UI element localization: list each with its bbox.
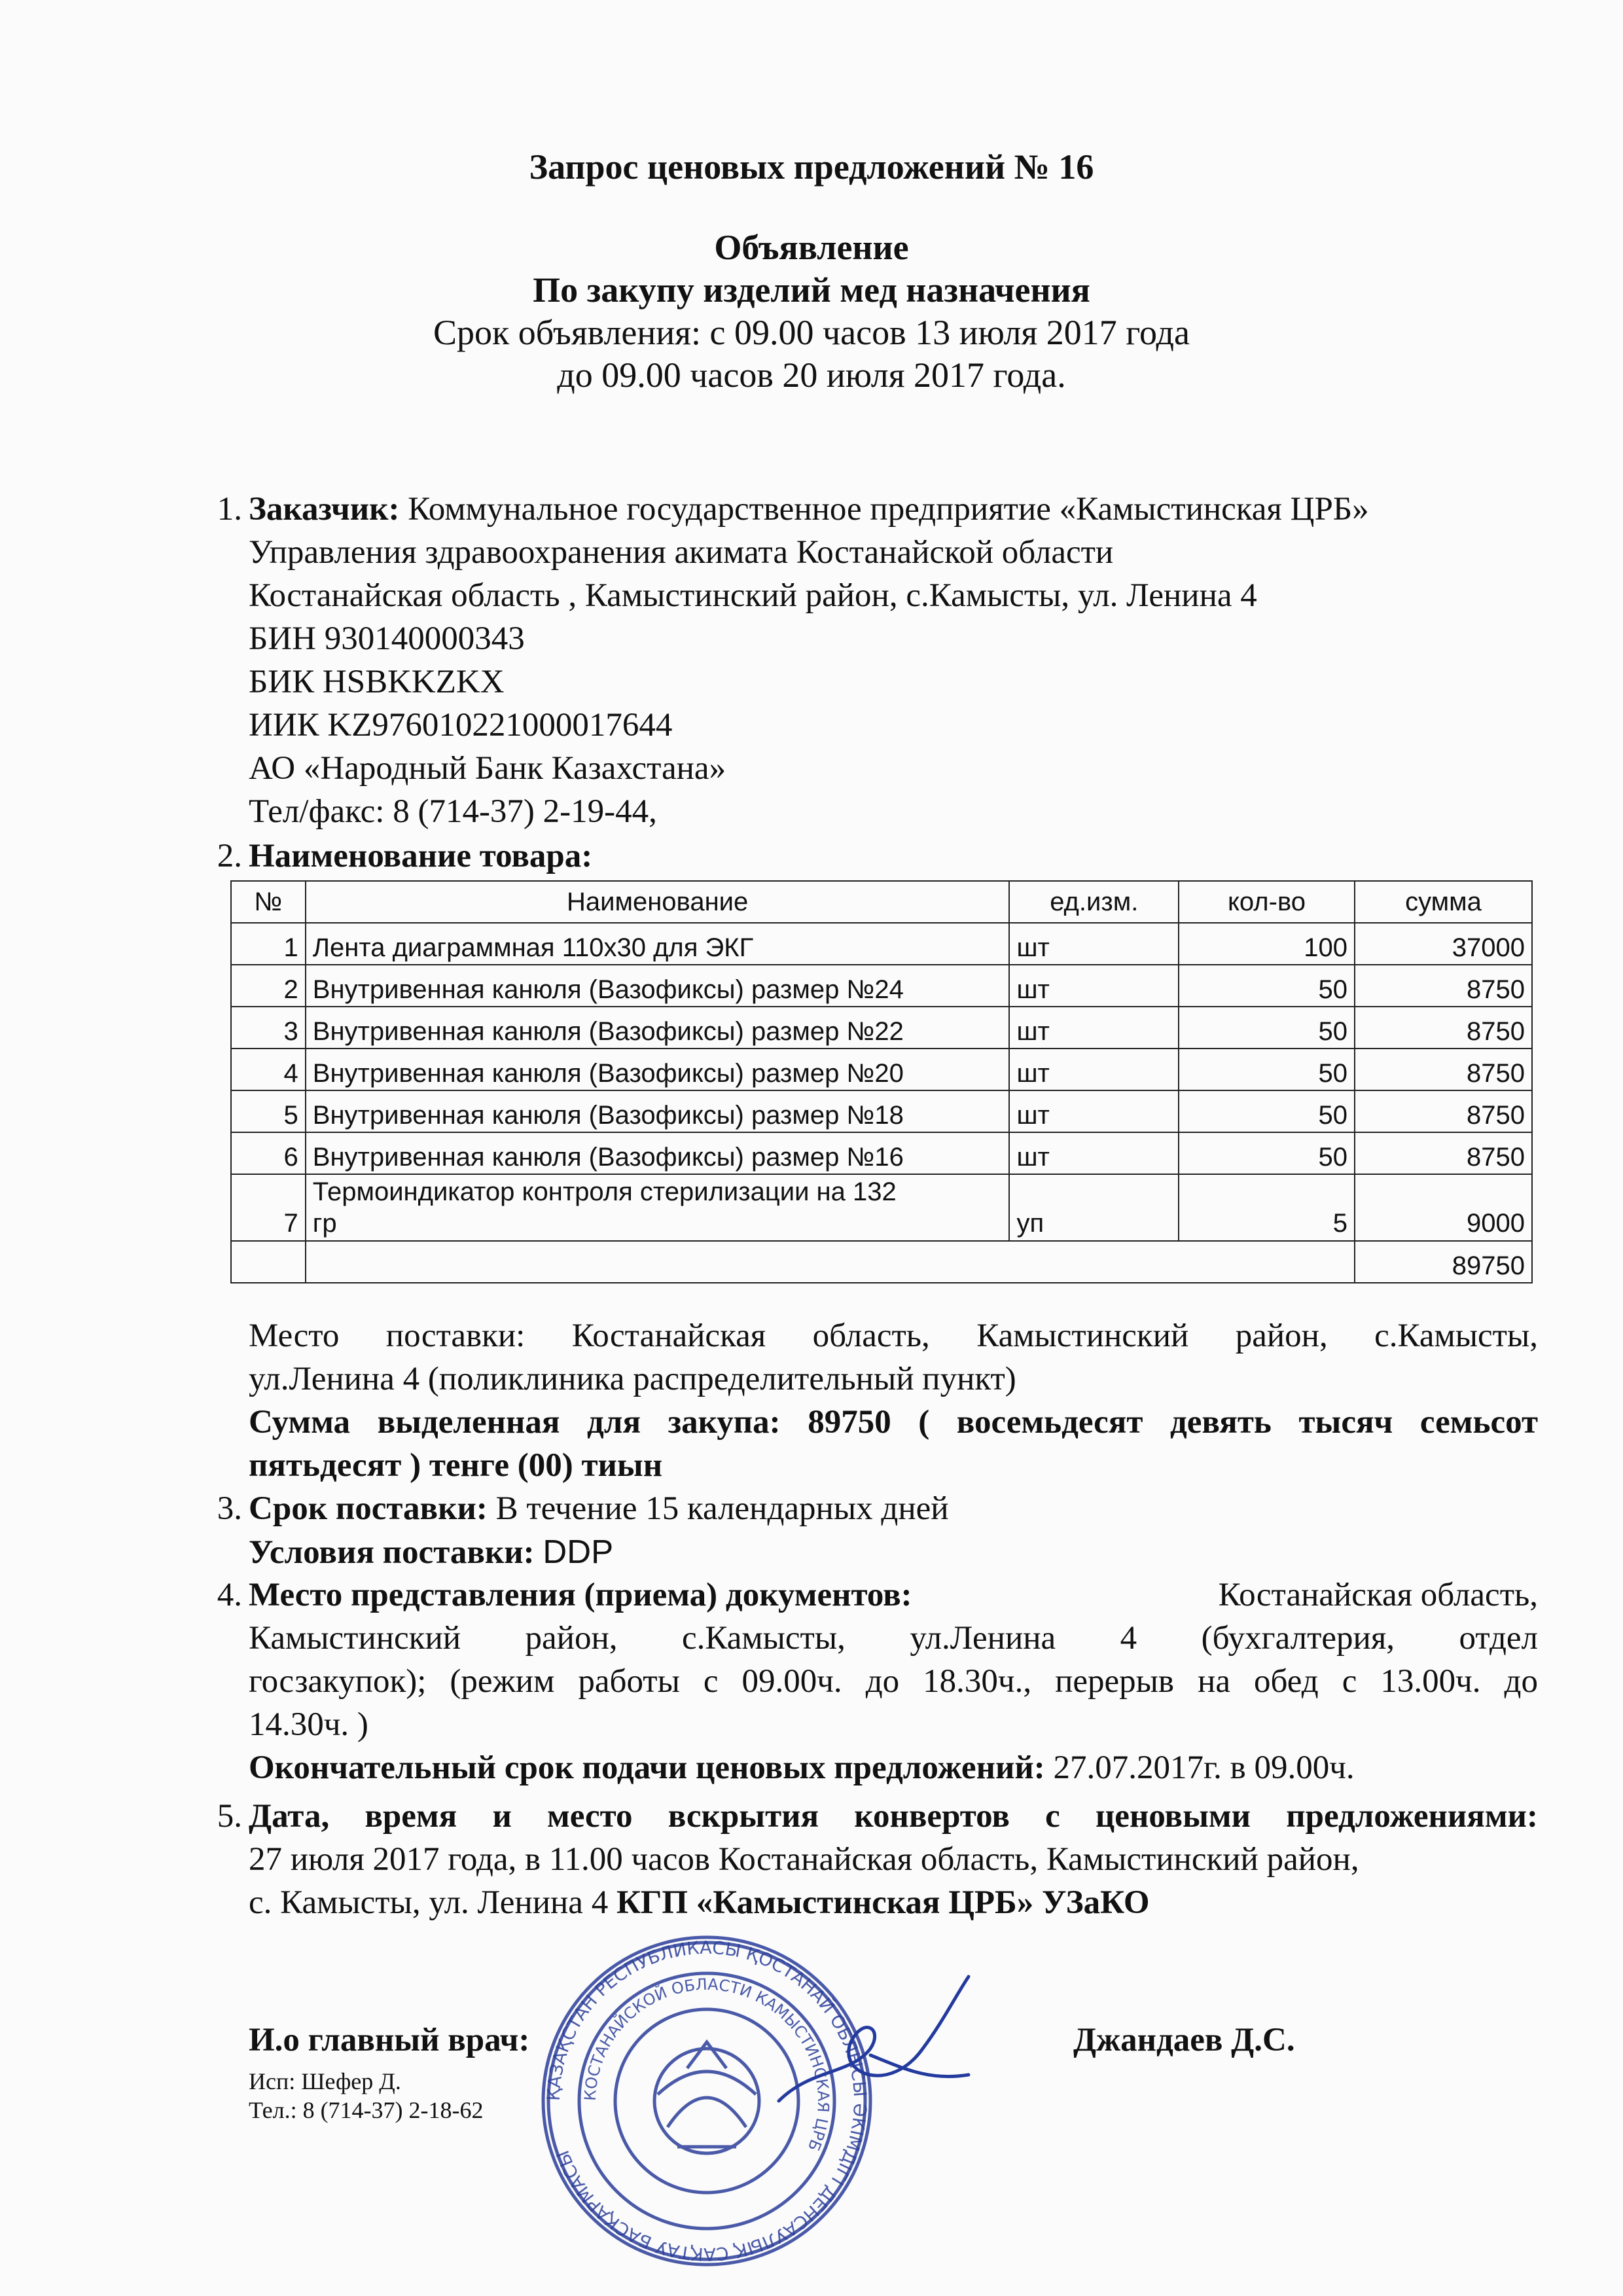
row-number: 6 — [231, 1132, 306, 1174]
customer-phone: Тел/факс: 8 (714-37) 2-19-44, — [249, 793, 657, 830]
table-header-row — [231, 881, 1532, 923]
table-row — [231, 923, 1532, 965]
table-total-sum: 89750 — [1355, 1241, 1532, 1283]
row-number: 4 — [231, 1049, 306, 1090]
announcement-heading: Объявление — [714, 228, 909, 267]
goods-label: Наименование товара: — [249, 838, 593, 874]
row-number: 3 — [231, 1007, 306, 1049]
opening-line2: 27 июля 2017 года, в 11.00 часов Костанайская область, Камыстинский район, — [249, 1841, 1359, 1878]
row-unit: шт — [1009, 1007, 1179, 1049]
documents-place-line4: 14.30ч. ) — [249, 1706, 368, 1743]
section-number: 2. — [217, 838, 242, 874]
row-item-name: Внутривенная канюля (Вазофиксы) размер №22 — [306, 1007, 1010, 1049]
row-number: 1 — [231, 923, 306, 965]
delivery-term-label: Срок поставки: — [249, 1490, 488, 1527]
section-documents-place — [170, 1573, 1538, 1789]
column-header-name: Наименование — [306, 881, 1010, 923]
section-opening — [170, 1795, 1538, 1924]
row-quantity: 5 — [1179, 1174, 1355, 1241]
section-number: 5. — [217, 1798, 242, 1835]
delivery-place-line2: ул.Ленина 4 (поликлиника распределительный пункт) — [249, 1361, 1016, 1397]
row-item-name-line2: гр — [312, 1209, 337, 1238]
customer-address: Костанайская область , Камыстинский район, с.Камысты, ул. Ленина 4 — [249, 577, 1257, 614]
section-customer — [170, 488, 1538, 833]
row-quantity: 50 — [1179, 1090, 1355, 1132]
delivery-place-line1: Место поставки: Костанайская область, Камыстинский район, с.Камысты, — [249, 1318, 1538, 1354]
opening-label: Дата, время и место вскрытия конвертов с ценовыми предложениями: — [249, 1798, 1538, 1835]
row-number: 7 — [231, 1174, 306, 1241]
opening-address: с. Камысты, ул. Ленина 4 — [249, 1884, 609, 1921]
procurement-amount-line2: пятьдесят ) тенге (00) тиын — [249, 1447, 663, 1484]
stamp-inner-text: КОСТАНАЙСКОЙ ОБЛАСТИ КАМЫСТИНСКАЯ ЦРБ — [580, 1975, 833, 2154]
column-header-quantity: кол-во — [1179, 881, 1355, 923]
row-item-name: Внутривенная канюля (Вазофиксы) размер №16 — [306, 1132, 1010, 1174]
column-header-sum: сумма — [1355, 881, 1532, 923]
row-number: 5 — [231, 1090, 306, 1132]
customer-name: Коммунальное государственное предприятие «Камыстинская ЦРБ» — [408, 491, 1369, 528]
row-sum: 37000 — [1355, 923, 1532, 965]
documents-place-label: Место представления (приема) документов: — [249, 1577, 912, 1613]
document-title: Запрос ценовых предложений № 16 — [529, 147, 1094, 187]
table-row — [231, 1007, 1532, 1049]
row-item-name — [306, 1174, 1010, 1241]
table-total-row — [231, 1241, 1532, 1283]
delivery-block — [170, 1314, 1538, 1487]
row-unit: шт — [1009, 965, 1179, 1007]
signatory-position: И.о главный врач: — [249, 2022, 530, 2058]
column-header-unit: ед.изм. — [1009, 881, 1179, 923]
announcement-period-line2: до 09.00 часов 20 июля 2017 года. — [557, 355, 1066, 395]
row-item-name: Внутривенная канюля (Вазофиксы) размер №18 — [306, 1090, 1010, 1132]
documents-place-region: Костанайская область, — [1218, 1577, 1538, 1613]
opening-organization: КГП «Камыстинская ЦРБ» УЗаКО — [616, 1884, 1150, 1921]
goods-table — [230, 880, 1533, 1283]
row-sum: 9000 — [1355, 1174, 1532, 1241]
customer-iik: ИИК KZ976010221000017644 — [249, 707, 673, 744]
row-quantity: 50 — [1179, 1007, 1355, 1049]
customer-bik: БИК HSBKKZKX — [249, 664, 505, 700]
delivery-term-value: В течение 15 календарных дней — [495, 1490, 949, 1527]
executor-phone: Тел.: 8 (714-37) 2-18-62 — [249, 2097, 484, 2123]
deadline-label: Окончательный срок подачи ценовых предложений: — [249, 1749, 1045, 1786]
row-number: 2 — [231, 965, 306, 1007]
customer-bin: БИН 930140000343 — [249, 620, 525, 657]
row-item-name-line1: Термоиндикатор контроля стерилизации на 132 — [312, 1177, 897, 1206]
row-unit: шт — [1009, 923, 1179, 965]
executor-name: Исп: Шефер Д. — [249, 2068, 401, 2094]
deadline-value: 27.07.2017г. в 09.00ч. — [1053, 1749, 1355, 1786]
row-sum: 8750 — [1355, 1090, 1532, 1132]
row-unit: шт — [1009, 1049, 1179, 1090]
row-unit: шт — [1009, 1132, 1179, 1174]
customer-label: Заказчик: — [249, 491, 400, 528]
documents-place-line2: Камыстинский район, с.Камысты, ул.Ленина 4 (бухгалтерия, отдел — [249, 1620, 1538, 1657]
row-sum: 8750 — [1355, 1132, 1532, 1174]
column-header-number: № — [231, 881, 306, 923]
customer-bank: АО «Народный Банк Казахстана» — [249, 750, 726, 787]
row-sum: 8750 — [1355, 965, 1532, 1007]
handwritten-signature — [772, 1970, 982, 2121]
table-row — [231, 1174, 1532, 1241]
announcement-period-line1: Срок объявления: с 09.00 часов 13 июля 2017 года — [433, 313, 1190, 352]
section-number: 4. — [217, 1577, 242, 1613]
documents-place-line3: госзакупок); (режим работы с 09.00ч. до 18.30ч., перерыв на обед с 13.00ч. до — [249, 1663, 1538, 1700]
section-delivery-terms — [170, 1487, 1538, 1574]
delivery-conditions-label: Условия поставки: — [249, 1534, 535, 1571]
table-row — [231, 1132, 1532, 1174]
row-quantity: 50 — [1179, 1049, 1355, 1090]
section-number: 3. — [217, 1490, 242, 1527]
row-item-name: Внутривенная канюля (Вазофиксы) размер №20 — [306, 1049, 1010, 1090]
row-item-name: Внутривенная канюля (Вазофиксы) размер №24 — [306, 965, 1010, 1007]
table-row — [231, 1090, 1532, 1132]
section-number: 1. — [217, 491, 242, 528]
announcement-subject: По закупу изделий мед назначения — [533, 270, 1090, 310]
row-sum: 8750 — [1355, 1007, 1532, 1049]
row-quantity: 50 — [1179, 965, 1355, 1007]
table-row — [231, 965, 1532, 1007]
table-row — [231, 1049, 1532, 1090]
procurement-amount-line1: Сумма выделенная для закупа: 89750 ( восемьдесят девять тысяч семьсот — [249, 1404, 1538, 1441]
stamp-outer-text: ҚАЗАҚСТАН РЕСПУБЛИКАСЫ ҚОСТАНАЙ ОБЛЫСЫ ӘКІМДІГІ ДЕНСАУЛЫҚ САҚТАУ БАСҚАРМАСЫ — [543, 1937, 870, 2265]
row-item-name: Лента диаграммная 110х30 для ЭКГ — [306, 923, 1010, 965]
row-unit: уп — [1009, 1174, 1179, 1241]
section-goods — [170, 834, 1538, 878]
customer-detail-line: Управления здравоохранения акимата Костанайской области — [249, 534, 1114, 571]
row-quantity: 50 — [1179, 1132, 1355, 1174]
row-sum: 8750 — [1355, 1049, 1532, 1090]
signatory-name: Джандаев Д.С. — [1073, 2022, 1295, 2058]
delivery-conditions-value: DDP — [543, 1533, 614, 1570]
row-quantity: 100 — [1179, 923, 1355, 965]
row-unit: шт — [1009, 1090, 1179, 1132]
